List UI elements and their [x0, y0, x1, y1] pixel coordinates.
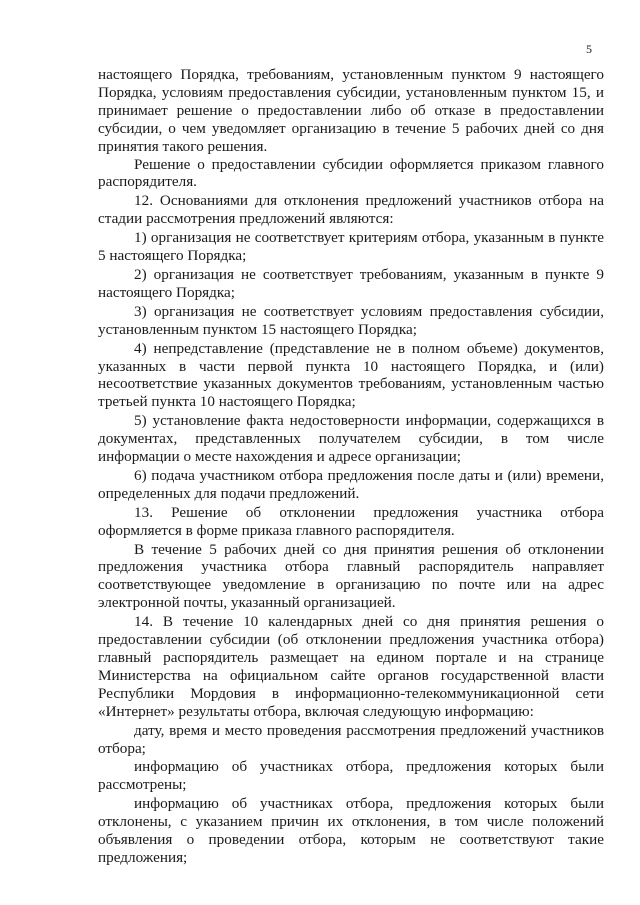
- paragraph-decision-continuation: настоящего Порядка, требованиям, установленным пунктом 9 настоящего Порядка, условиям предоставления субсидии, установленным пунктом 15, и принимает решение о предоставлении либо об отказе в предоставлении субсидии, о чем уведомляет организацию в течение 5 рабочих дней со дня принятия такого решения.: [98, 66, 604, 155]
- document-body: [98, 66, 604, 867]
- paragraph-clause-13: 13. Решение об отклонении предложения участника отбора оформляется в форме приказа главного распорядителя.: [98, 503, 604, 539]
- list-item-reason-5: 5) установление факта недостоверности информации, содержащихся в документах, представленных получателем субсидии, в том числе информации о месте нахождения и адресе организации;: [98, 412, 604, 466]
- paragraph-decision-order: Решение о предоставлении субсидии оформляется приказом главного распорядителя.: [98, 155, 604, 191]
- list-item-reason-3: 3) организация не соответствует условиям предоставления субсидии, установленным пунктом 15 настоящего Порядка;: [98, 302, 604, 338]
- paragraph-clause-14: 14. В течение 10 календарных дней со дня принятия решения о предоставлении субсидии (об отклонении предложения участника отбора) главный распорядитель размещает на едином портале и на странице Министерства на официальном сайте органов государственной власти Республики Мордовия в информационно-телекоммуникационной сети «Интернет» результаты отбора, включая следующую информацию:: [98, 613, 604, 720]
- paragraph-rejection-notice: В течение 5 рабочих дней со дня принятия решения об отклонении предложения участника отбора главный распорядитель направляет соответствующее уведомление в организацию по почте или на адрес электронной почты, указанный организацией.: [98, 540, 604, 612]
- list-item-info-rejected: информацию об участниках отбора, предложения которых были отклонены, с указанием причин их отклонения, в том числе положений объявления о проведении отбора, которым не соответствуют такие предложения;: [98, 795, 604, 866]
- list-item-info-date-place: дату, время и место проведения рассмотрения предложений участников отбора;: [98, 721, 604, 757]
- list-item-reason-2: 2) организация не соответствует требованиям, указанным в пункте 9 настоящего Порядка;: [98, 265, 604, 301]
- list-item-info-reviewed: информацию об участниках отбора, предложения которых были рассмотрены;: [98, 758, 604, 794]
- list-item-reason-1: 1) организация не соответствует критериям отбора, указанным в пункте 5 настоящего Порядка;: [98, 229, 604, 265]
- list-item-reason-6: 6) подача участником отбора предложения после даты и (или) времени, определенных для подачи предложений.: [98, 466, 604, 502]
- page-number: 5: [586, 42, 592, 56]
- paragraph-clause-12: 12. Основаниями для отклонения предложений участников отбора на стадии рассмотрения предложений являются:: [98, 192, 604, 228]
- list-item-reason-4: 4) непредставление (представление не в полном объеме) документов, указанных в части первой пункта 10 настоящего Порядка, и (или) несоответствие указанных документов требованиям, установленным частью третьей пункта 10 настоящего Порядка;: [98, 339, 604, 411]
